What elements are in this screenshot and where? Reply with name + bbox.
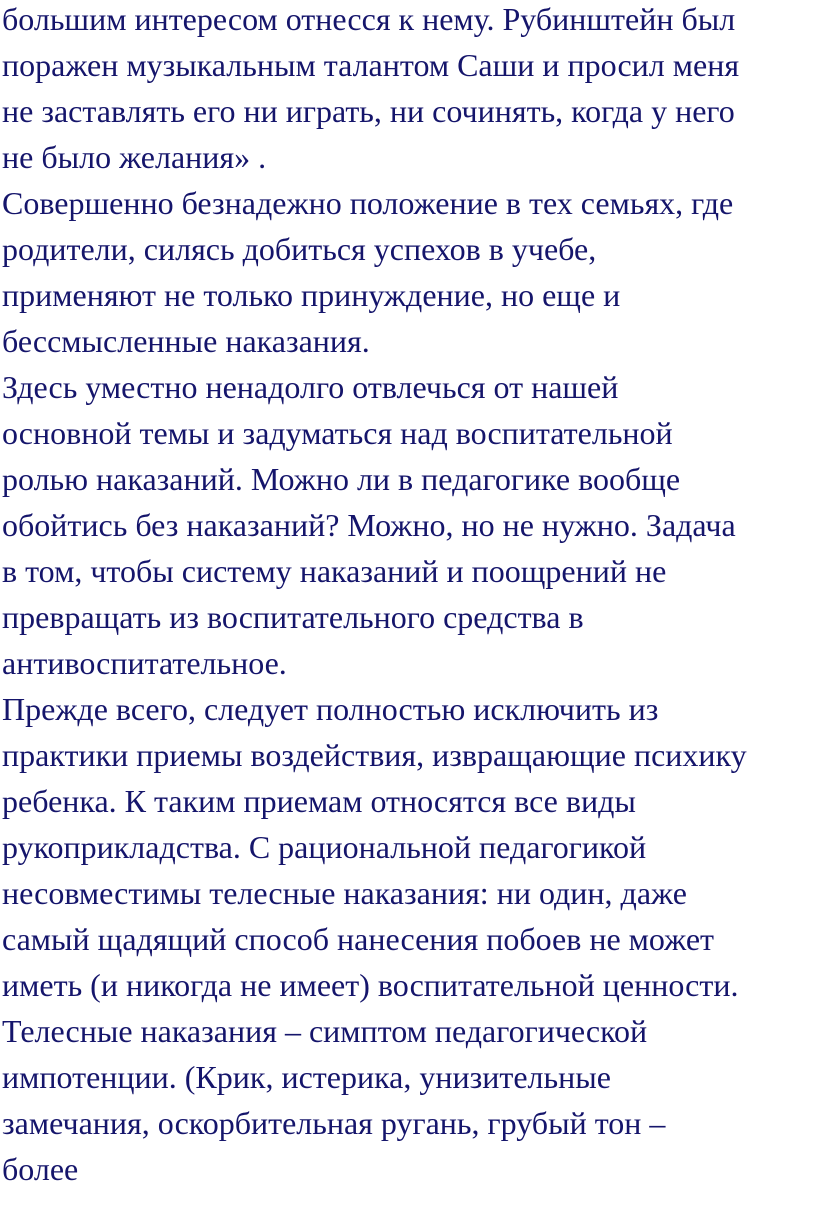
text-line: не было желания» .	[2, 139, 267, 175]
text-line: в том, чтобы систему наказаний и поощрений не	[2, 553, 667, 589]
text-line: большим интересом отнесся к нему. Рубинштейн был	[2, 1, 736, 37]
text-line: ролью наказаний. Можно ли в педагогике вообще	[2, 461, 681, 497]
text-line: практики приемы воздействия, извращающие психику	[2, 737, 747, 773]
text-line: ребенка. К таким приемам относятся все виды	[2, 783, 636, 819]
text-line: замечания, оскорбительная ругань, грубый тон –	[2, 1105, 666, 1141]
text-line: несовместимы телесные наказания: ни один, даже	[2, 875, 687, 911]
text-line: самый щадящий способ нанесения побоев не может	[2, 921, 714, 957]
text-line: применяют не только принуждение, но еще и	[2, 277, 621, 313]
text-line: обойтись без наказаний? Можно, но не нужно. Задача	[2, 507, 736, 543]
text-line: Прежде всего, следует полностью исключить из	[2, 691, 659, 727]
text-line: поражен музыкальным талантом Саши и просил меня	[2, 47, 740, 83]
text-line: более	[2, 1151, 79, 1187]
text-line: Здесь уместно ненадолго отвлечься от нашей	[2, 369, 619, 405]
text-line: антивоспитательное.	[2, 645, 287, 681]
text-line: родители, силясь добиться успехов в учебе,	[2, 231, 597, 267]
text-line: не заставлять его ни играть, ни сочинять, когда у него	[2, 93, 735, 129]
text-line: Совершенно безнадежно положение в тех семьях, где	[2, 185, 734, 221]
text-line: превращать из воспитательного средства в	[2, 599, 584, 635]
text-line: рукоприкладства. С рациональной педагогикой	[2, 829, 647, 865]
text-line: бессмысленные наказания.	[2, 323, 370, 359]
text-line: иметь (и никогда не имеет) воспитательной ценности.	[2, 967, 739, 1003]
text-line: импотенции. (Крик, истерика, унизительные	[2, 1059, 611, 1095]
text-line: основной темы и задуматься над воспитательной	[2, 415, 673, 451]
text-line: Телесные наказания – симптом педагогической	[2, 1013, 648, 1049]
